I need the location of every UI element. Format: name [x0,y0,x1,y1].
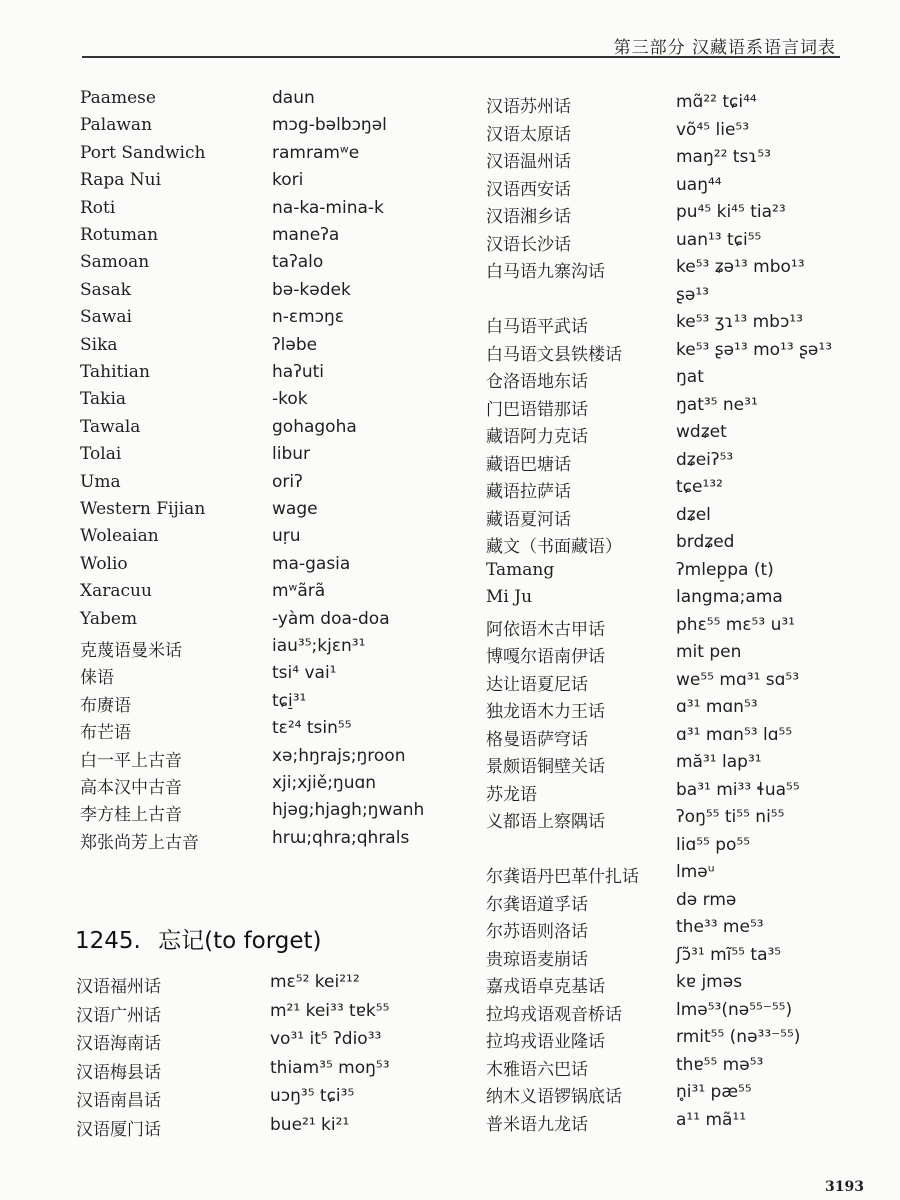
entry-language: Sawai [80,307,132,328]
entry-language: 尔苏语则洛话 [486,922,588,942]
entry-word: taʔalo [272,252,324,273]
entry-word: pu⁴⁵ ki⁴⁵ tia²³ [676,202,786,222]
entry-word: hrɯ;qhra;qhrals [272,827,410,848]
entry-word: lməᵘ [676,862,715,882]
entry-word: -yàm doa-doa [272,608,390,629]
entry-language: Western Fijian [80,499,206,519]
entry-language: Tamang [486,559,555,580]
entry-word: tsi⁴ vai¹ [272,663,337,684]
entry-word: we⁵⁵ mɑ³¹ sɑ⁵³ [676,669,800,690]
section-heading [75,922,322,955]
entry-word: dʑel [676,504,711,525]
entry-language: 独龙语木力王话 [486,702,605,722]
entry-language: Rapa Nui [80,170,162,191]
entry-word: kori [272,170,304,191]
entry-word: dʑeiʔ⁵³ [676,449,734,470]
entry-language: 藏文（书面藏语） [486,537,622,557]
header-rule [82,56,840,58]
entry-word: the³³ me⁵³ [676,917,764,937]
entry-language: 汉语梅县话 [76,1062,161,1083]
entry-word: mɔg-bəlbɔŋəl [272,115,387,136]
entry-word: maneʔa [272,225,340,245]
entry-language: 仓洛语地东话 [486,372,588,392]
entry-language: Takia [80,389,127,410]
entry-word: ŋat³⁵ ne³¹ [676,394,758,415]
entry-language: 藏语巴塘话 [486,454,571,475]
entry-word: mit pen [676,642,742,662]
entry-language: Roti [80,197,116,218]
entry-language: 纳木义语锣锅底话 [486,1087,622,1107]
entry-word: gohagoha [272,416,357,437]
entry-word: tɕe¹³² [676,477,723,497]
entry-language: 尔龚语丹巴革什扎话 [486,867,639,887]
entry-word: ʔoŋ⁵⁵ ti⁵⁵ ni⁵⁵ [676,807,785,827]
entry-language: 木雅语六巴话 [486,1059,588,1080]
entry-word: daun [272,88,315,108]
section-number: 1245. [75,928,141,954]
entry-language: Samoan [80,252,150,273]
entry-language: 汉语广州话 [76,1005,161,1026]
entry-word: na-ka-mina-k [272,197,384,218]
entry-language: 博嘎尔语南伊话 [486,647,605,667]
entry-word: ɑ³¹ mɑn⁵³ lɑ⁵⁵ [676,724,793,745]
entry-language: 郑张尚芳上古音 [80,832,199,853]
entry-language: Paamese [80,88,156,108]
entry-word: xə;hŋrajs;ŋroon [272,745,406,766]
entry-language: Uma [80,471,121,492]
entry-word: n̥i³¹ pæ⁵⁵ [676,1082,752,1102]
entry-word: xji;xjiě;ŋuɑn [272,773,377,793]
entry-language: 白马语九寨沟话 [486,262,605,282]
entry-language: 俫语 [80,668,114,689]
entry-language: 达让语夏尼话 [486,674,588,695]
entry-language: 布芒语 [80,723,131,744]
entry-language: 普米语九龙话 [486,1114,588,1135]
entry-word: bue²¹ ki²¹ [270,1115,350,1135]
entry-language: 门巴语错那话 [486,399,588,420]
entry-word: uɔŋ³⁵ tɕi³⁵ [270,1086,355,1107]
entry-word: vo³¹ it⁵ ʔdio³³ [270,1029,382,1050]
entry-language: Sasak [80,279,131,300]
entry-language: Tahitian [80,362,150,382]
entry-language: Xaracuu [80,581,152,602]
entry-word: ʃɔ̃³¹ mĩ⁵⁵ ta³⁵ [676,944,782,965]
section-title: 忘记(to forget) [158,928,322,954]
entry-word: də rmə [676,889,737,910]
entry-language: 克蔑语曼米话 [80,641,182,661]
entry-word: wdʑet [676,422,727,442]
entry-language: 尔龚语道孚话 [486,894,588,915]
entry-language: Wolio [80,553,128,574]
entry-word: ɑ³¹ mɑn⁵³ [676,697,758,717]
entry-language: Port Sandwich [80,142,206,163]
entry-language: Yabem [80,608,138,629]
entry-word: n-ɛmɔŋɛ [272,307,344,328]
entry-word: uan¹³ tɕi⁵⁵ [676,229,762,250]
entry-word: langma;ama [676,587,783,607]
entry-language: 汉语湘乡话 [486,207,571,227]
entry-word: ba³¹ mi³³ ɬua⁵⁵ [676,779,800,800]
entry-language: 汉语南昌话 [76,1091,161,1112]
entry-word: tɕi̠³¹ [272,690,307,711]
entry-language: Mi Ju [486,587,533,607]
entry-word: m²¹ kei³³ tɐk⁵⁵ [270,1000,390,1021]
entry-language: 阿依语木古甲话 [486,619,605,640]
page-header-title: 第三部分 汉藏语系语言词表 [613,38,836,58]
entry-word: thɐ⁵⁵ mə⁵³ [676,1054,764,1075]
entry-language: Palawan [80,115,153,136]
entry-language: 李方桂上古音 [80,805,182,826]
page-number: 3193 [825,1179,864,1195]
entry-word: rmit⁵⁵ (nə³³⁻⁵⁵) [676,1027,801,1047]
entry-language: 汉语温州话 [486,152,571,172]
entry-language: 汉语苏州话 [486,97,571,117]
entry-language: 苏龙语 [486,784,537,805]
entry-language: 白马语平武话 [486,317,588,337]
entry-language: 汉语福州话 [76,977,161,997]
entry-language: 嘉戎语卓克基话 [486,977,605,997]
entry-word: iau³⁵;kjɛn³¹ [272,636,366,656]
entry-word: ke⁵³ ʑə¹³ mbo¹³ [676,257,805,277]
entry-word: mʷãrã [272,581,326,602]
entry-word: ʂə¹³ [676,284,709,305]
entry-language: 藏语夏河话 [486,509,571,530]
entry-word: ʔləbe [272,334,318,355]
entry-word: mɑ̃²² tɕi⁴⁴ [676,92,757,112]
entry-word: a¹¹ mã¹¹ [676,1109,747,1130]
entry-language: Rotuman [80,225,159,245]
entry-word: ke⁵³ ʂə¹³ mo¹³ ʂə¹³ [676,339,833,360]
entry-word: maŋ²² tsɿ⁵³ [676,147,771,167]
entry-language: 白一平上古音 [80,750,182,771]
entry-language: 高本汉中古音 [80,778,182,798]
entry-language: Tawala [80,416,141,437]
entry-language: 布赓语 [80,695,131,716]
entry-language: 义都语上察隅话 [486,812,605,832]
entry-word: -kok [272,389,308,410]
entry-word: brdʑed [676,532,735,552]
entry-word: libur [272,444,311,465]
entry-word: uaŋ⁴⁴ [676,174,722,195]
entry-language: Sika [80,334,118,355]
entry-language: 汉语海南话 [76,1034,161,1055]
entry-word: mɛ⁵² kei²¹² [270,972,360,992]
entry-language: Tolai [80,444,122,465]
entry-word: wage [272,499,318,519]
entry-word: phɛ⁵⁵ mɛ⁵³ u³¹ [676,614,795,635]
entry-language: Woleaian [80,526,159,547]
entry-word: thiam³⁵ moŋ⁵³ [270,1057,390,1078]
entry-language: 藏语拉萨话 [486,482,571,502]
entry-language: 白马语文县铁楼话 [486,344,622,365]
entry-language: 拉坞戎语业隆话 [486,1032,605,1052]
entry-word: kɐ jməs [676,972,743,992]
entry-word: lmə⁵³(nə⁵⁵⁻⁵⁵) [676,999,793,1020]
entry-language: 汉语太原话 [486,124,571,145]
entry-language: 汉语西安话 [486,179,571,200]
entry-word: hjəg;hjagh;ŋwanh [272,800,425,821]
entry-language: 汉语长沙话 [486,234,571,255]
entry-word: võ⁴⁵ lie⁵³ [676,119,750,140]
entry-word: oriʔ [272,471,303,492]
entry-word: ʔmlep̠pa (t) [676,559,774,580]
entry-word: haʔuti [272,362,325,382]
entry-language: 汉语厦门话 [76,1120,161,1140]
entry-word: mă³¹ lap³¹ [676,752,762,772]
entry-word: liɑ⁵⁵ po⁵⁵ [676,834,751,855]
entry-language: 格曼语萨穹话 [486,729,588,750]
entry-language: 拉坞戎语观音桥话 [486,1004,622,1025]
entry-language: 藏语阿力克话 [486,427,588,447]
entry-language: 贵琼语麦崩话 [486,949,588,970]
entry-word: ŋat [676,367,704,387]
entry-word: uṛu [272,526,301,547]
entry-language: 景颇语铜壁关话 [486,757,605,777]
entry-word: tɛ²⁴ tsin⁵⁵ [272,718,352,739]
entry-word: ramramʷe [272,142,360,163]
entry-word: bə-kədek [272,279,351,300]
entry-word: ma-gasia [272,553,351,574]
entry-word: ke⁵³ ʒɿ¹³ mbɔ¹³ [676,312,803,332]
